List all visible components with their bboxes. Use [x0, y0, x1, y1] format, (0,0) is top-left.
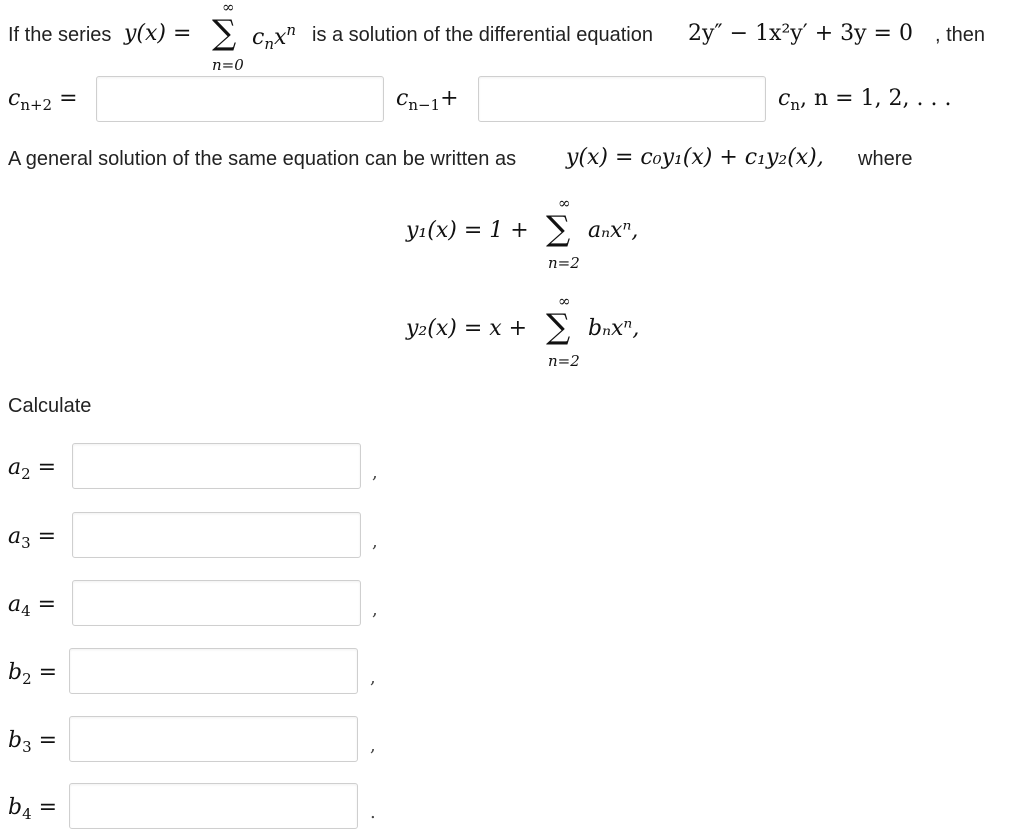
- answer-label-b2: $b_2$ =: [8, 660, 58, 688]
- sum-icon: ∑: [546, 307, 571, 347]
- sum-icon: ∑: [212, 13, 237, 53]
- series-lhs: y(x) =: [124, 21, 192, 46]
- answer-label-b3: $b_3$ =: [8, 728, 58, 756]
- answer-punct: ,: [372, 462, 378, 483]
- series-upper-limit: ∞: [222, 0, 235, 16]
- y2-lhs: y₂(x) = x +: [406, 316, 528, 341]
- b4-input[interactable]: [69, 783, 358, 829]
- y1-lower-limit: n=2: [548, 254, 580, 272]
- series-term: $c_nx^n$: [252, 21, 297, 53]
- recurrence-coef-1-input[interactable]: [96, 76, 384, 122]
- recurrence-lhs: $c_{n+2}$ =: [8, 86, 78, 114]
- calculate-label: Calculate: [8, 395, 92, 417]
- y1-term: aₙxⁿ,: [588, 218, 639, 243]
- answer-label-a3: $a_3$ =: [8, 524, 57, 552]
- recurrence-end-term: $c_n$, n = 1, 2, . . .: [778, 86, 952, 114]
- recurrence-middle-term: $c_{n-1}+$: [396, 86, 459, 114]
- general-solution-formula: y(x) = c₀y₁(x) + c₁y₂(x),: [566, 145, 824, 170]
- a2-input[interactable]: [72, 443, 361, 489]
- b2-input[interactable]: [69, 648, 358, 694]
- general-solution-text: A general solution of the same equation can be written as: [8, 148, 517, 170]
- b3-input[interactable]: [69, 716, 358, 762]
- y1-lhs: y₁(x) = 1 +: [406, 218, 529, 243]
- y2-lower-limit: n=2: [548, 352, 580, 370]
- question-intro: If the series: [8, 24, 112, 46]
- y2-term: bₙxⁿ,: [588, 316, 640, 341]
- y2-upper-limit: ∞: [558, 292, 571, 310]
- answer-punct: ,: [370, 667, 376, 688]
- differential-equation: 2y″ − 1x²y′ + 3y = 0: [688, 21, 913, 46]
- a3-input[interactable]: [72, 512, 361, 558]
- y1-upper-limit: ∞: [558, 194, 571, 212]
- answer-punct: ,: [372, 599, 378, 620]
- answer-punct: ,: [370, 735, 376, 756]
- answer-label-b4: $b_4$ =: [8, 795, 58, 823]
- answer-punct: ,: [372, 531, 378, 552]
- general-solution-where: where: [858, 148, 913, 170]
- a4-input[interactable]: [72, 580, 361, 626]
- series-lower-limit: n=0: [212, 56, 244, 74]
- recurrence-coef-2-input[interactable]: [478, 76, 766, 122]
- answer-label-a2: $a_2$ =: [8, 455, 57, 483]
- answer-punct: .: [370, 802, 376, 823]
- sum-icon: ∑: [546, 209, 571, 249]
- question-mid: is a solution of the differential equation: [312, 24, 653, 46]
- question-then: , then: [935, 24, 986, 46]
- answer-label-a4: $a_4$ =: [8, 592, 57, 620]
